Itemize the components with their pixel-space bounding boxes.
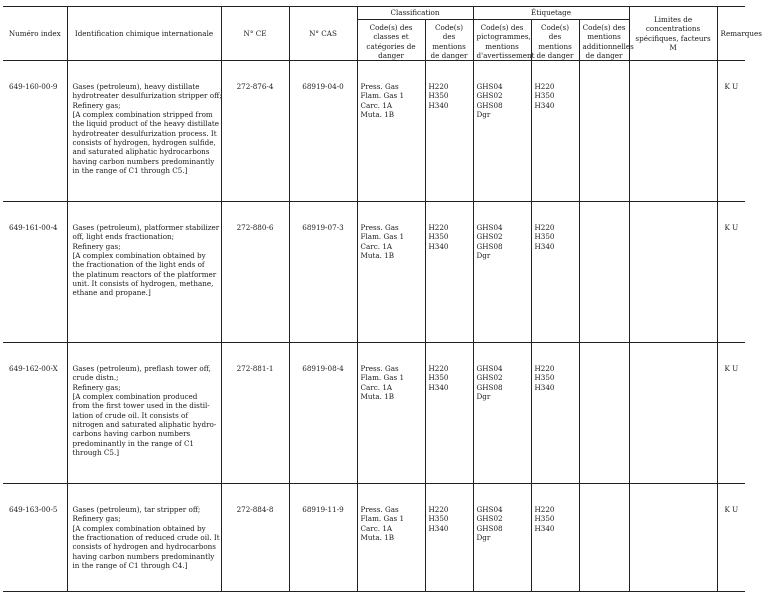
cell-line: Carc. 1A [360, 382, 393, 392]
table-row [3, 202, 745, 343]
index-no-cell: 649-162-00-X [3, 343, 67, 484]
cas-no-cell: 68919-11-9 [289, 484, 357, 592]
cell-line: Gases (petroleum), heavy distillate [72, 82, 200, 92]
pictograms-cell [473, 484, 531, 592]
cas-no-cell: 68919-07-3 [289, 202, 357, 343]
substance-table [3, 6, 762, 592]
header-ec-no: N° CE [221, 7, 289, 61]
cell-line: Flam. Gas 1 [360, 232, 405, 242]
cell-line: Dgr [476, 533, 491, 543]
cell-line: H350 [534, 373, 555, 383]
cell-line: carbons having carbon numbers [72, 429, 191, 439]
cell-line: from the first tower used in the distil- [72, 401, 210, 411]
cell-line: Refinery gas; [72, 514, 121, 524]
cell-line: Press. Gas [360, 505, 399, 515]
cell-line: H220 [428, 505, 449, 515]
ec-no-cell: 272-876-4 [221, 61, 289, 202]
cell-line: H350 [428, 514, 449, 524]
cell-line: H340 [534, 241, 555, 251]
cell-line: GHS08 [476, 100, 503, 110]
cell-line: the fractionation of the light ends of [72, 260, 205, 270]
cell-line: H340 [428, 100, 449, 110]
cell-line: GHS08 [476, 382, 503, 392]
table-row [3, 484, 745, 592]
chemical-name-cell [67, 343, 221, 484]
cell-line: the fractionation of reduced crude oil. It [72, 533, 220, 543]
cell-line: Dgr [476, 251, 491, 261]
ec-no-cell: 272-881-1 [221, 343, 289, 484]
cell-line: Muta. 1B [360, 110, 395, 120]
supplementary-cell [579, 61, 629, 202]
cell-line: GHS02 [476, 373, 503, 383]
header-labelling: Étiquetage [473, 7, 629, 20]
index-no-cell: 649-163-00-5 [3, 484, 67, 592]
cell-line: Muta. 1B [360, 392, 395, 402]
supplementary-cell [579, 202, 629, 343]
cell-line: crude distn.; [72, 373, 119, 383]
cell-line: Carc. 1A [360, 241, 393, 251]
cell-line: H220 [534, 505, 555, 515]
cell-line: GHS08 [476, 523, 503, 533]
pictograms-cell [473, 61, 531, 202]
cell-line: H220 [534, 364, 555, 374]
label-statements-cell [531, 343, 579, 484]
cell-line: consists of hydrogen and hydrocarbons [72, 542, 216, 552]
cell-line: Carc. 1A [360, 100, 393, 110]
table-row [3, 343, 745, 484]
cell-line: consists of hydrogen, hydrogen sulfide, [72, 137, 216, 147]
cell-line: Gases (petroleum), preflash tower off, [72, 364, 211, 374]
cell-line: Flam. Gas 1 [360, 91, 405, 101]
pictograms-cell [473, 343, 531, 484]
limits-cell [629, 343, 717, 484]
hazard-statements-cell [425, 484, 473, 592]
cell-line: [A complex combination stripped from [72, 110, 213, 120]
cell-line: H350 [428, 232, 449, 242]
header-cas-no: N° CAS [289, 7, 357, 61]
header-hazard-class-codes: Code(s) des classes et catégories de danger [357, 20, 425, 61]
cell-line: in the range of C1 through C5.] [72, 165, 188, 175]
header-concentration-limits: Limites de concentrations spécifiques, facteurs M [629, 7, 717, 61]
cell-line: in the range of C1 through C4.] [72, 560, 188, 570]
remarks-cell: K U [717, 61, 745, 202]
table-row [3, 61, 745, 202]
cell-line: H350 [534, 232, 555, 242]
cell-line: ethane and propane.] [72, 288, 151, 298]
chemical-name-cell [67, 61, 221, 202]
chemical-name-cell [67, 484, 221, 592]
cell-line: Refinery gas; [72, 100, 121, 110]
cell-line: lation of crude oil. It consists of [72, 410, 189, 420]
limits-cell [629, 484, 717, 592]
cell-line: H220 [428, 82, 449, 92]
cell-line: H340 [534, 100, 555, 110]
hazard-statements-cell [425, 61, 473, 202]
cell-line: and saturated aliphatic hydrocarbons [72, 147, 210, 157]
cell-line: through C5.] [72, 447, 120, 457]
chemical-name-cell [67, 202, 221, 343]
cell-line: Refinery gas; [72, 382, 121, 392]
limits-cell [629, 202, 717, 343]
cell-line: H340 [428, 523, 449, 533]
cell-line: GHS04 [476, 364, 503, 374]
label-statements-cell [531, 61, 579, 202]
cell-line: GHS04 [476, 82, 503, 92]
cell-line: the platinum reactors of the platformer [72, 269, 217, 279]
label-statements-cell [531, 484, 579, 592]
table-body [3, 61, 745, 592]
cell-line: Muta. 1B [360, 251, 395, 261]
cell-line: unit. It consists of hydrogen, methane, [72, 278, 214, 288]
cell-line: H220 [534, 223, 555, 233]
cell-line: Gases (petroleum), tar stripper off; [72, 505, 201, 515]
cell-line: GHS02 [476, 91, 503, 101]
cell-line: Carc. 1A [360, 523, 393, 533]
cell-line: Refinery gas; [72, 241, 121, 251]
cell-line: Flam. Gas 1 [360, 373, 405, 383]
header-classification: Classification [357, 7, 473, 20]
cell-line: the liquid product of the heavy distillate [72, 119, 220, 129]
cell-line: hydrotreater desulfurization stripper off; [72, 91, 222, 101]
cell-line: hydrotreater desulfurization process. It [72, 128, 217, 138]
hazard-classes-cell [357, 343, 425, 484]
cell-line: GHS02 [476, 514, 503, 524]
header-label-hazard-statement-codes: Code(s) des mentions de danger [531, 20, 579, 61]
cell-line: H340 [428, 382, 449, 392]
cell-line: Press. Gas [360, 82, 399, 92]
cell-line: H350 [428, 91, 449, 101]
cell-line: Press. Gas [360, 364, 399, 374]
cell-line: H340 [534, 382, 555, 392]
header-chemical-id: Identification chimique internationale [67, 7, 221, 61]
cell-line: [A complex combination produced [72, 392, 198, 402]
cell-line: GHS04 [476, 223, 503, 233]
cell-line: H340 [534, 523, 555, 533]
cell-line: Gases (petroleum), platformer stabilizer [72, 223, 220, 233]
header-hazard-statement-codes: Code(s) des mentions de danger [425, 20, 473, 61]
cell-line: H350 [428, 373, 449, 383]
cell-line: off, light ends fractionation; [72, 232, 175, 242]
cell-line: Dgr [476, 110, 491, 120]
cell-line: H220 [534, 82, 555, 92]
cell-line: nitrogen and saturated aliphatic hydro- [72, 419, 217, 429]
cell-line: having carbon numbers predominantly [72, 156, 215, 166]
cell-line: having carbon numbers predominantly [72, 551, 215, 561]
cell-line: [A complex combination obtained by [72, 251, 206, 261]
limits-cell [629, 61, 717, 202]
cell-line: predominantly in the range of C1 [72, 438, 195, 448]
cell-line: GHS08 [476, 241, 503, 251]
remarks-cell: K U [717, 202, 745, 343]
cell-line: Dgr [476, 392, 491, 402]
ec-no-cell: 272-880-6 [221, 202, 289, 343]
cas-no-cell: 68919-04-0 [289, 61, 357, 202]
header-supplementary-codes: Code(s) des mentions additionnelles de danger [579, 20, 629, 61]
hazard-statements-cell [425, 202, 473, 343]
cell-line: Press. Gas [360, 223, 399, 233]
hazard-statements-cell [425, 343, 473, 484]
header-pictogram-codes: Code(s) des pictogrammes, mentions d'avertissement [473, 20, 531, 61]
header-index-no: Numéro index [3, 7, 67, 61]
pictograms-cell [473, 202, 531, 343]
hazard-classes-cell [357, 61, 425, 202]
cell-line: H220 [428, 364, 449, 374]
cell-line: H350 [534, 514, 555, 524]
cell-line: Muta. 1B [360, 533, 395, 543]
ec-no-cell: 272-884-8 [221, 484, 289, 592]
hazard-classes-cell [357, 202, 425, 343]
supplementary-cell [579, 484, 629, 592]
cell-line: GHS04 [476, 505, 503, 515]
index-no-cell: 649-161-00-4 [3, 202, 67, 343]
cas-no-cell: 68919-08-4 [289, 343, 357, 484]
cell-line: [A complex combination obtained by [72, 523, 206, 533]
remarks-cell: K U [717, 343, 745, 484]
hazard-classes-cell [357, 484, 425, 592]
remarks-cell: K U [717, 484, 745, 592]
header-remarks: Remarques [717, 7, 745, 61]
label-statements-cell [531, 202, 579, 343]
cell-line: GHS02 [476, 232, 503, 242]
cell-line: Flam. Gas 1 [360, 514, 405, 524]
cell-line: H220 [428, 223, 449, 233]
supplementary-cell [579, 343, 629, 484]
index-no-cell: 649-160-00-9 [3, 61, 67, 202]
cell-line: H340 [428, 241, 449, 251]
cell-line: H350 [534, 91, 555, 101]
